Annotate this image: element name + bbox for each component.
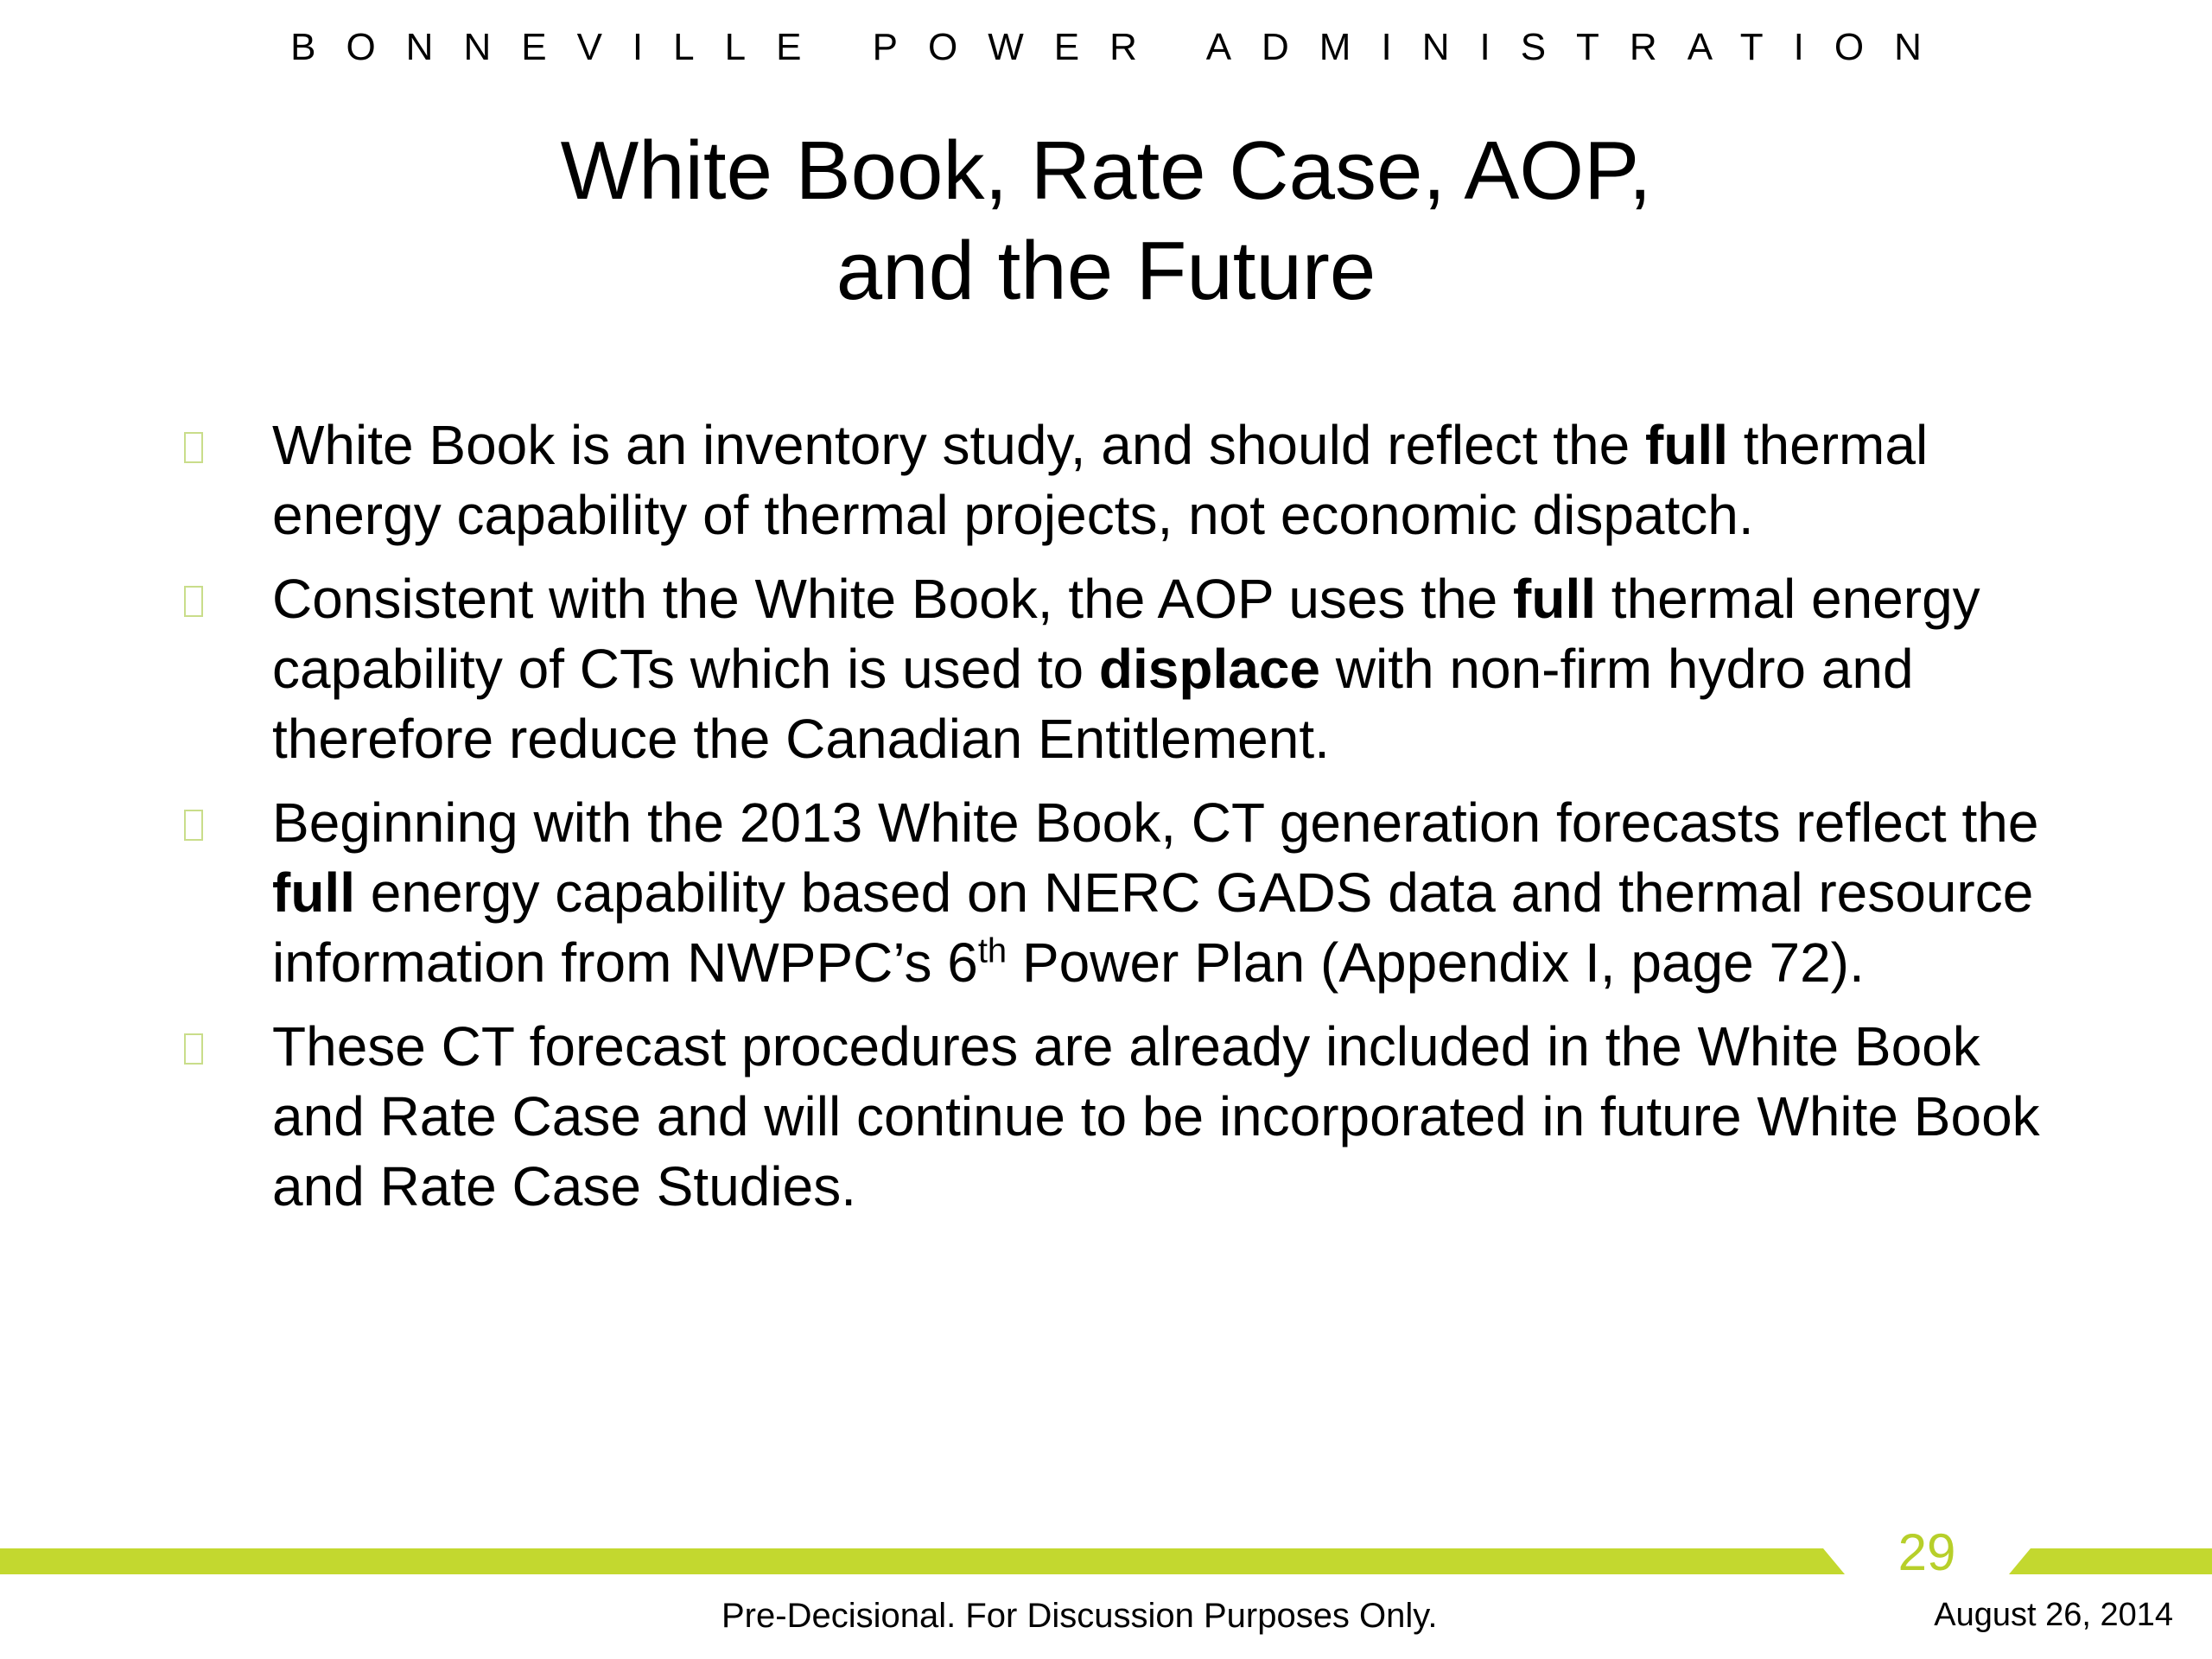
bullet-1-text-a: White Book is an inventory study, and should reflect the [272, 414, 1645, 476]
page-number: 29 [1897, 1523, 1956, 1581]
bullet-2-emphasis-displace: displace [1098, 638, 1320, 700]
bullet-1-emphasis-full: full [1645, 414, 1728, 476]
footer-date: August 26, 2014 [1934, 1597, 2173, 1633]
bullet-1-text-b: thermal energy capability of thermal projects, not economic dispatch. [272, 414, 1929, 546]
bullet-3-text-c: Power Plan (Appendix I, page 72). [1007, 931, 1865, 994]
bullet-2-text-a: Consistent with the White Book, the AOP uses the [272, 568, 1514, 630]
footer-accent-bar-left [0, 1548, 1845, 1574]
footer-disclaimer: Pre-Decisional. For Discussion Purposes Only. [721, 1597, 1438, 1635]
organization-header: BONNEVILLE POWER ADMINISTRATION [290, 26, 1952, 68]
bullet-2-text-c: with non-firm hydro and therefore reduce the Canadian Entitlement. [272, 638, 1914, 770]
bullet-item-3 [184, 788, 2085, 998]
bullet-2-emphasis-full: full [1513, 568, 1596, 630]
bullet-box-icon [184, 432, 203, 463]
bullet-item-4 [184, 1012, 2085, 1222]
bullet-box-icon [184, 586, 203, 617]
bullet-4-text-a: These CT forecast procedures are already included in the White Book and Rate Case and will continue to be incorporated in future White Book and Rate Case Studies. [272, 1015, 2040, 1217]
bullet-3-superscript: th [977, 931, 1007, 970]
bullet-box-icon [184, 1033, 203, 1065]
bullet-3-text-b: energy capability based on NERC GADS data and thermal resource information from NWPPC’s 6 [272, 861, 2034, 994]
bullet-item-2 [184, 564, 2085, 774]
bullet-box-icon [184, 810, 203, 841]
bullet-list [184, 410, 2085, 1236]
bullet-3-text-a: Beginning with the 2013 White Book, CT generation forecasts reflect the [272, 791, 2039, 854]
slide-title-line-2: and the Future [836, 225, 1376, 317]
bullet-2-text-b: thermal energy capability of CTs which is used to [272, 568, 1980, 700]
slide-title [0, 121, 2212, 321]
bullet-item-1 [184, 410, 2085, 550]
footer-accent-bar-right [2009, 1548, 2212, 1574]
bullet-3-emphasis-full: full [272, 861, 355, 924]
slide-title-line-1: White Book, Rate Case, AOP, [560, 124, 1652, 217]
